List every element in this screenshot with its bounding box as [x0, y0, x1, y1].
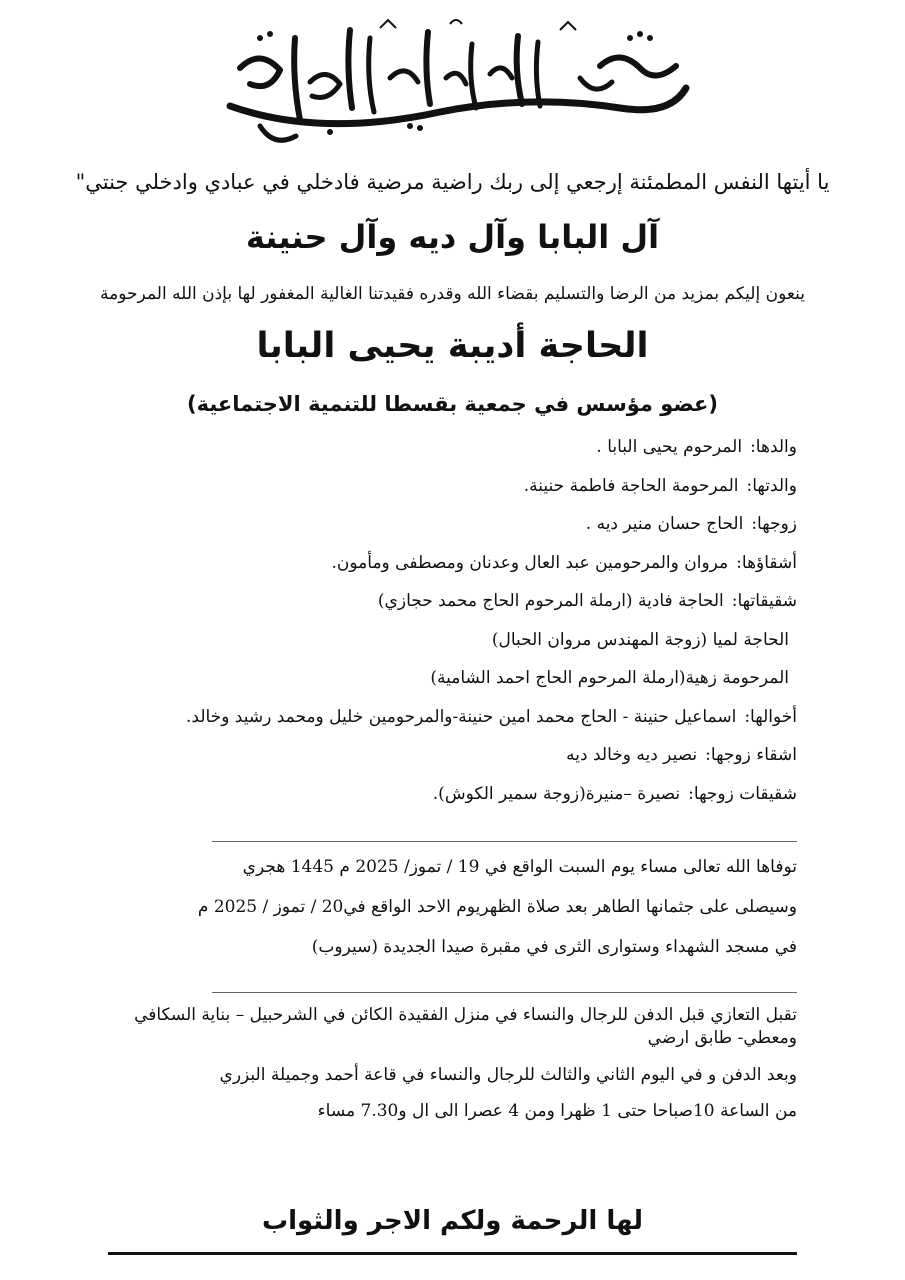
relative-row: [80, 548, 797, 587]
relative-row: [80, 586, 797, 625]
relative-value: نصير ديه وخالد ديه: [566, 745, 698, 765]
prayer-date-line: وسيصلى على جثمانها الطاهر بعد صلاة الظهريوم الاحد الواقع في20 / تموز / 2025 م: [197, 897, 797, 917]
condolences-hours: من الساعة 10صباحا حتى 1 ظهرا ومن 4 عصرا الى ال و7.30 مساء: [317, 1101, 797, 1121]
relative-value: مروان والمرحومين عبد العال وعدنان ومصطفى ومأمون.: [331, 552, 729, 573]
relative-label: والدها:: [750, 437, 797, 457]
calligraphy-logo: [200, 8, 700, 156]
intro-text: ينعون إليكم بمزيد من الرضا والتسليم بقضاء الله وقدره فقيدتنا الغالية المغفور لها بإذن الله المرحومة: [100, 284, 805, 304]
relative-row: [80, 663, 797, 702]
calligraphy-artwork: [200, 8, 700, 156]
relative-value: المرحومة زهية(ارملة المرحوم الحاج احمد الشامية): [430, 668, 789, 688]
section-divider: [212, 841, 797, 842]
relative-row: [80, 779, 797, 818]
deceased-name: الحاجة أديبة يحيى البابا: [256, 326, 649, 366]
relative-label: زوجها:: [751, 514, 797, 534]
relative-row: [80, 702, 797, 741]
relative-value: الحاجة لميا (زوجة المهندس مروان الحبال): [491, 629, 789, 650]
section-divider: [212, 992, 797, 993]
relative-row: [80, 432, 797, 471]
relative-row: [80, 625, 797, 664]
relative-row: [80, 471, 797, 510]
relative-label: شقيقات زوجها:: [688, 783, 797, 804]
condolences-after-burial: وبعد الدفن و في اليوم الثاني والثالث للرجال والنساء في قاعة أحمد وجميلة البزري: [219, 1065, 797, 1085]
closing-phrase: لها الرحمة ولكم الاجر والثواب: [261, 1206, 644, 1236]
funeral-dates: [80, 852, 797, 972]
relatives-list: [80, 432, 797, 817]
bottom-rule: [108, 1252, 797, 1255]
relative-value: المرحوم يحيى البابا .: [596, 437, 743, 457]
relative-row: [80, 740, 797, 779]
relative-label: أخوالها:: [744, 706, 797, 727]
deceased-role: (عضو مؤسس في جمعية بقسطا للتنمية الاجتماعية): [187, 392, 718, 416]
relative-label: شقيقاتها:: [731, 591, 797, 611]
relative-value: الحاج حسان منير ديه .: [585, 514, 744, 534]
relative-label: اشقاء زوجها:: [705, 745, 797, 765]
relative-value: اسماعيل حنينة - الحاج محمد امين حنينة-والمرحومين خليل ومحمد رشيد وخالد.: [186, 706, 737, 727]
condolences-section: [80, 1004, 797, 1132]
death-date-line: توفاها الله تعالى مساء يوم السبت الواقع في 19 / تموز/ 2025 م 1445 هجري: [242, 857, 797, 877]
relative-value: نصيرة –منيرة(زوجة سمير الكوش).: [432, 783, 681, 804]
relative-label: والدتها:: [746, 475, 797, 496]
burial-place-line: في مسجد الشهداء وستوارى الثرى في مقبرة صيدا الجديدة (سيروب): [311, 937, 797, 957]
quran-verse: يا أيتها النفس المطمئنة إرجعي إلى ربك راضية مرضية فادخلي في عبادي وادخلي جنتي": [75, 170, 830, 194]
families-heading: آل البابا وآل ديه وآل حنينة: [245, 218, 660, 256]
relative-row: [80, 509, 797, 548]
relative-value: الحاجة فادية (ارملة المرحوم الحاج محمد حجازي): [377, 591, 724, 611]
relative-label: أشقاؤها:: [736, 552, 797, 573]
condolences-before-burial: تقبل التعازي قبل الدفن للرجال والنساء في منزل الفقيدة الكائن في الشرحبيل – بناية السكافي ومعطي- طابق ارضي: [134, 1005, 797, 1048]
relative-value: المرحومة الحاجة فاطمة حنينة.: [523, 475, 739, 496]
